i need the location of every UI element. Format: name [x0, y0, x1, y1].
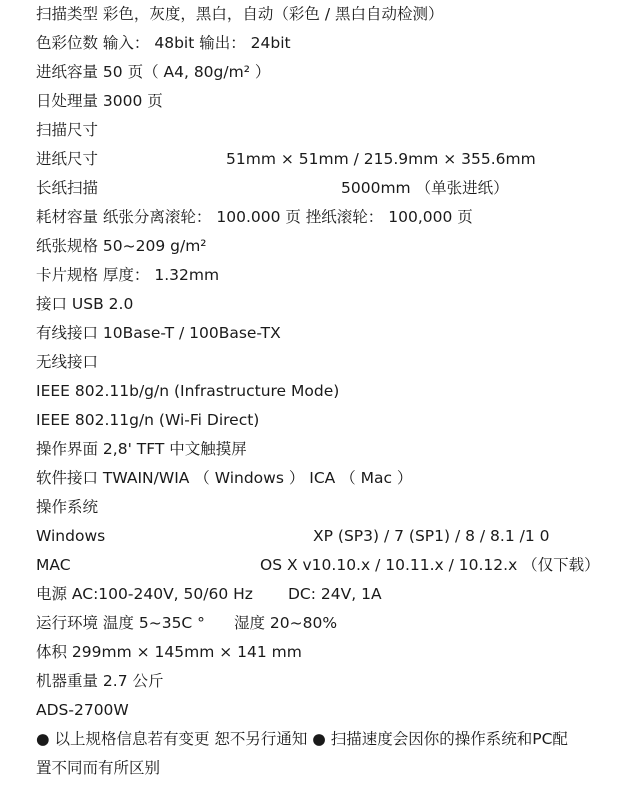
spec-line-paper-weight: 纸张规格 50~209 g/m² — [36, 237, 207, 255]
spec-label: Windows — [36, 527, 106, 545]
spec-value: 51mm × 51mm / 215.9mm × 355.6mm — [226, 150, 536, 168]
spec-line-scan-size-heading: 扫描尺寸 — [36, 121, 99, 139]
spec-value: 5000mm （单张进纸） — [341, 179, 509, 197]
spec-label: 长纸扫描 — [36, 179, 99, 197]
spec-line-feeder-capacity: 进纸容量 50 页（ A4, 80g/m² ） — [36, 63, 271, 81]
spec-line-wifi-direct: IEEE 802.11g/n (Wi-Fi Direct) — [36, 411, 260, 429]
spec-line-color-depth: 色彩位数 输入： 48bit 输出： 24bit — [36, 34, 291, 52]
spec-line-wifi-infrastructure: IEEE 802.11b/g/n (Infrastructure Mode) — [36, 382, 340, 400]
spec-line-display: 操作界面 2,8' TFT 中文触摸屏 — [36, 440, 247, 458]
spec-label: 进纸尺寸 — [36, 150, 99, 168]
spec-line-disclaimer-2: 置不同而有所区别 — [36, 759, 161, 777]
spec-label: 电源 AC:100-240V, 50/60 Hz — [36, 585, 253, 603]
spec-line-os-mac — [36, 551, 616, 580]
spec-line-os-heading: 操作系统 — [36, 498, 99, 516]
spec-line-software-interface: 软件接口 TWAIN/WIA （ Windows ） ICA （ Mac ） — [36, 469, 413, 487]
spec-line-os-windows — [36, 522, 616, 551]
spec-line-power — [36, 580, 616, 609]
spec-line-long-paper — [36, 174, 616, 203]
spec-label: MAC — [36, 556, 71, 574]
spec-line-consumables: 耗材容量 纸张分离滚轮： 100.000 页 挫纸滚轮： 100,000 页 — [36, 208, 473, 226]
spec-line-interface-usb: 接口 USB 2.0 — [36, 295, 134, 313]
spec-line-daily-duty: 日处理量 3000 页 — [36, 92, 163, 110]
spec-line-dimensions: 体积 299mm × 145mm × 141 mm — [36, 643, 302, 661]
spec-line-card-thickness: 卡片规格 厚度： 1.32mm — [36, 266, 220, 284]
spec-line-wireless-heading: 无线接口 — [36, 353, 99, 371]
spec-line-wired-interface: 有线接口 10Base-T / 100Base-TX — [36, 324, 281, 342]
spec-line-weight: 机器重量 2.7 公斤 — [36, 672, 164, 690]
spec-label: 运行环境 温度 5~35C ° — [36, 614, 205, 632]
spec-value: XP (SP3) / 7 (SP1) / 8 / 8.1 /1 0 — [313, 527, 550, 545]
spec-line-disclaimer-1: ● 以上规格信息若有变更 恕不另行通知 ● 扫描速度会因你的操作系统和PC配 — [36, 730, 568, 748]
spec-line-environment — [36, 609, 616, 638]
spec-line-feed-size — [36, 145, 616, 174]
spec-value: DC: 24V, 1A — [288, 585, 382, 603]
spec-line-model: ADS-2700W — [36, 701, 129, 719]
spec-line-scan-type: 扫描类型 彩色，灰度，黑白，自动（彩色 / 黑白自动检测） — [36, 5, 444, 23]
spec-value: OS X v10.10.x / 10.11.x / 10.12.x （仅下载） — [260, 556, 600, 574]
spec-value: 湿度 20~80% — [234, 614, 338, 632]
